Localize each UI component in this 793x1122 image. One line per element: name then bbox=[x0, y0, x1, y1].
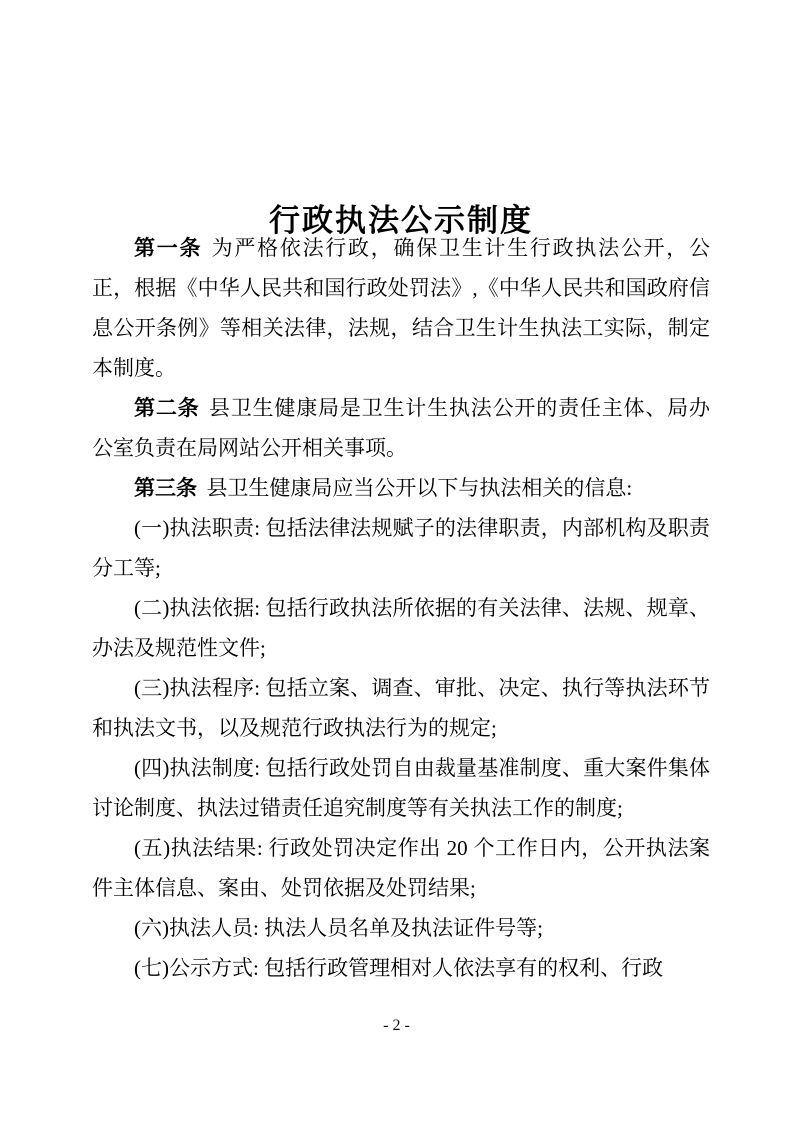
item-3-text: (三)执法程序: 包括立案、调查、审批、决定、执行等执法环节和执法文书，以及规范行政执法行为的规定; bbox=[92, 676, 710, 740]
document-title: 行政执法公示制度 bbox=[269, 202, 533, 238]
paragraph-article-1 bbox=[92, 228, 710, 388]
paragraph-item-2 bbox=[92, 588, 710, 668]
article-3-label: 第三条 bbox=[134, 476, 197, 500]
article-1-text: 为严格依法行政，确保卫生计生行政执法公开，公正，根据《中华人民共和国行政处罚法》,《中华人民共和国政府信息公开条例》等相关法律，法规，结合卫生计生执法工实际，制定本制度。 bbox=[92, 236, 711, 380]
item-2-text: (二)执法依据: 包括行政执法所依据的有关法律、法规、规章、办法及规范性文件; bbox=[92, 596, 710, 660]
paragraph-item-5 bbox=[92, 828, 710, 908]
item-5-text: (五)执法结果: 行政处罚决定作出 20 个工作日内，公开执法案件主体信息、案由、处罚依据及处罚结果; bbox=[92, 836, 710, 900]
paragraph-article-3 bbox=[92, 468, 710, 508]
page-number: - 2 - bbox=[383, 1017, 410, 1034]
article-2-text: 县卫生健康局是卫生计生执法公开的责任主体、局办公室负责在局网站公开相关事项。 bbox=[92, 396, 710, 460]
item-1-text: (一)执法职责: 包括法律法规赋子的法律职责，内部机构及职责分工等; bbox=[92, 516, 710, 580]
item-6-text: (六)执法人员: 执法人员名单及执法证件号等; bbox=[134, 916, 543, 940]
paragraph-article-2 bbox=[92, 388, 710, 468]
item-7-text: (七)公示方式: 包括行政管理相对人依法享有的权利、行政 bbox=[134, 956, 664, 980]
paragraph-item-1 bbox=[92, 508, 710, 588]
paragraph-item-4 bbox=[92, 748, 710, 828]
paragraph-item-6 bbox=[92, 908, 710, 948]
article-3-text: 县卫生健康局应当公开以下与执法相关的信息: bbox=[206, 476, 633, 500]
document-body bbox=[92, 228, 710, 988]
article-2-label: 第二条 bbox=[134, 396, 200, 420]
item-4-text: (四)执法制度: 包括行政处罚自由裁量基准制度、重大案件集体讨论制度、执法过错责任追究制度等有关执法工作的制度; bbox=[92, 756, 710, 820]
article-1-label: 第一条 bbox=[134, 236, 203, 260]
paragraph-item-3 bbox=[92, 668, 710, 748]
paragraph-item-7 bbox=[92, 948, 710, 988]
